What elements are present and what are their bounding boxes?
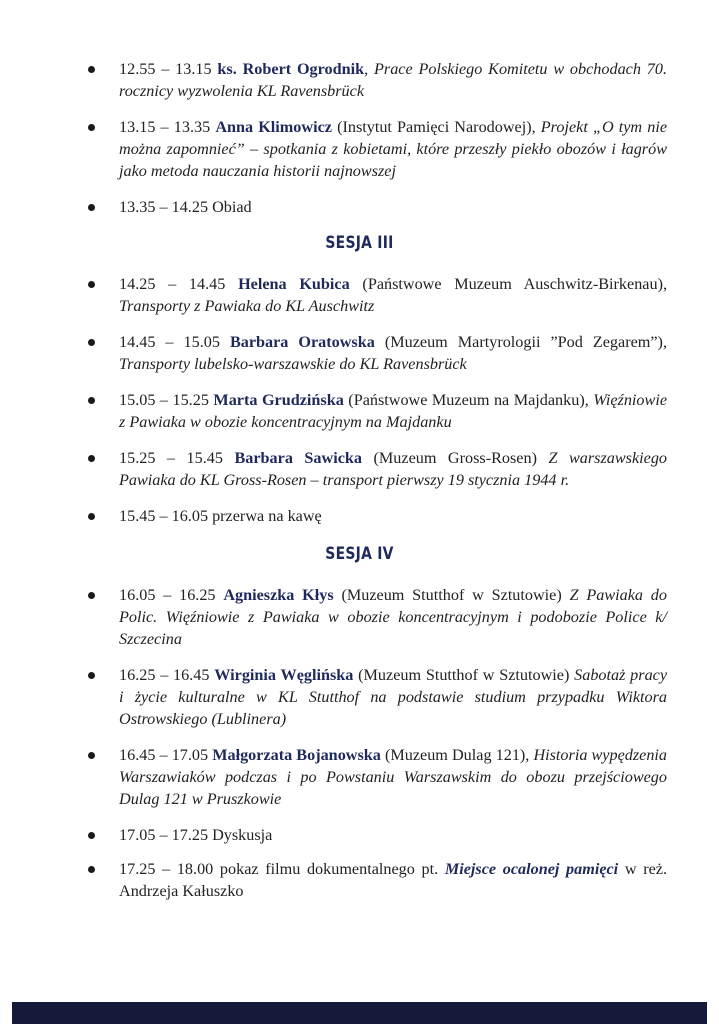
program-item xyxy=(0,858,719,902)
speaker-name: ks. Robert Ogrodnik xyxy=(217,60,365,78)
talk-title: Z warszawskiego Pawiaka do KL Gross-Rosen – transport pierwszy 19 stycznia 1944 r. xyxy=(119,449,668,489)
item-time: 13.15 – 13.35 xyxy=(119,118,211,136)
talk-title: Z Pawiaka do Polic. Więźniowie z Pawiaka w obozie koncentracyjnym i podobozie Police k/ Szczecina xyxy=(119,586,667,648)
speaker-name: Marta Grudzińska xyxy=(213,391,344,409)
speaker-name: Barbara Sawicka xyxy=(234,449,362,467)
program-item xyxy=(0,196,719,218)
talk-title: Projekt „O tym nie można zapomnieć” – spotkania z kobietami, które przeszły piekło obozów i łagrów jako metoda nauczania historii najnowszej xyxy=(119,118,668,180)
item-time: 14.45 – 15.05 xyxy=(119,333,220,351)
program-item xyxy=(0,273,719,317)
affiliation: (Muzeum Stutthof w Sztutowie) xyxy=(353,666,575,684)
program-item xyxy=(0,58,719,102)
program-item xyxy=(0,389,719,433)
item-time: 17.25 – 18.00 xyxy=(119,860,214,878)
item-time: 13.35 – 14.25 Obiad xyxy=(119,198,252,216)
affiliation: (Muzeum Martyrologii ”Pod Zegarem”), xyxy=(374,333,667,351)
program-item xyxy=(0,331,719,375)
separator: , xyxy=(364,60,369,78)
item-text: pokaz filmu dokumentalnego pt. xyxy=(213,860,445,878)
affiliation: (Muzeum Gross-Rosen) xyxy=(362,449,549,467)
speaker-name: Anna Klimowicz xyxy=(215,118,332,136)
talk-title: Prace Polskiego Komitetu w obchodach 70. rocznicy wyzwolenia KL Ravensbrück xyxy=(119,60,668,100)
program-item xyxy=(0,744,719,810)
program-item xyxy=(0,447,719,491)
speaker-name: Barbara Oratowska xyxy=(229,333,375,351)
talk-title: Historia wypędzenia Warszawiaków podczas i po Powstaniu Warszawskim do obozu przejściowego Dulag 121 w Pruszkowie xyxy=(119,746,668,808)
item-time: 14.25 – 14.45 xyxy=(119,275,226,293)
affiliation: (Państwowe Muzeum na Majdanku), xyxy=(343,391,594,409)
item-time: 16.25 – 16.45 xyxy=(119,666,210,684)
speaker-name: Małgorzata Bojanowska xyxy=(212,746,381,764)
talk-title: Transporty lubelsko-warszawskie do KL Ravensbrück xyxy=(119,355,467,373)
session-heading-3: SESJA III xyxy=(325,233,394,253)
speaker-name: Wirginia Węglińska xyxy=(214,666,354,684)
talk-title: Sabotaż pracy i życie kulturalne w KL Stutthof na podstawie studium przypadku Wiktora Ostrowskiego (Lublinera) xyxy=(119,666,668,728)
item-time: 16.05 – 16.25 xyxy=(119,586,216,604)
program-item xyxy=(0,824,719,846)
affiliation: (Muzeum Dulag 121), xyxy=(380,746,534,764)
affiliation: (Państwowe Muzeum Auschwitz-Birkenau), xyxy=(349,275,668,293)
item-time: 15.45 – 16.05 przerwa na kawę xyxy=(119,507,322,525)
session-heading-4: SESJA IV xyxy=(325,544,394,564)
program-item xyxy=(0,584,719,650)
item-director: w reż. Andrzeja Kałuszko xyxy=(119,860,668,900)
program-item xyxy=(0,664,719,730)
footer-bar xyxy=(12,1002,707,1024)
affiliation: (Instytut Pamięci Narodowej), xyxy=(331,118,541,136)
item-time: 16.45 – 17.05 xyxy=(119,746,209,764)
film-title: Miejsce ocalonej pamięci xyxy=(444,860,619,878)
item-time: 12.55 – 13.15 xyxy=(119,60,212,78)
program-list-block-1 xyxy=(0,58,719,218)
speaker-name: Helena Kubica xyxy=(238,275,350,293)
affiliation: (Muzeum Stutthof w Sztutowie) xyxy=(333,586,570,604)
item-time: 15.05 – 15.25 xyxy=(119,391,209,409)
program-item xyxy=(0,505,719,527)
program-list-block-3 xyxy=(0,584,719,846)
item-time: 15.25 – 15.45 xyxy=(119,449,223,467)
program-list-block-2 xyxy=(0,273,719,527)
talk-title: Więźniowie z Pawiaka w obozie koncentracyjnym na Majdanku xyxy=(119,391,668,431)
program-list-final xyxy=(0,858,719,902)
speaker-name: Agnieszka Kłys xyxy=(223,586,334,604)
talk-title: Transporty z Pawiaka do KL Auschwitz xyxy=(119,297,375,315)
item-time: 17.05 – 17.25 Dyskusja xyxy=(119,826,273,844)
program-item xyxy=(0,116,719,182)
